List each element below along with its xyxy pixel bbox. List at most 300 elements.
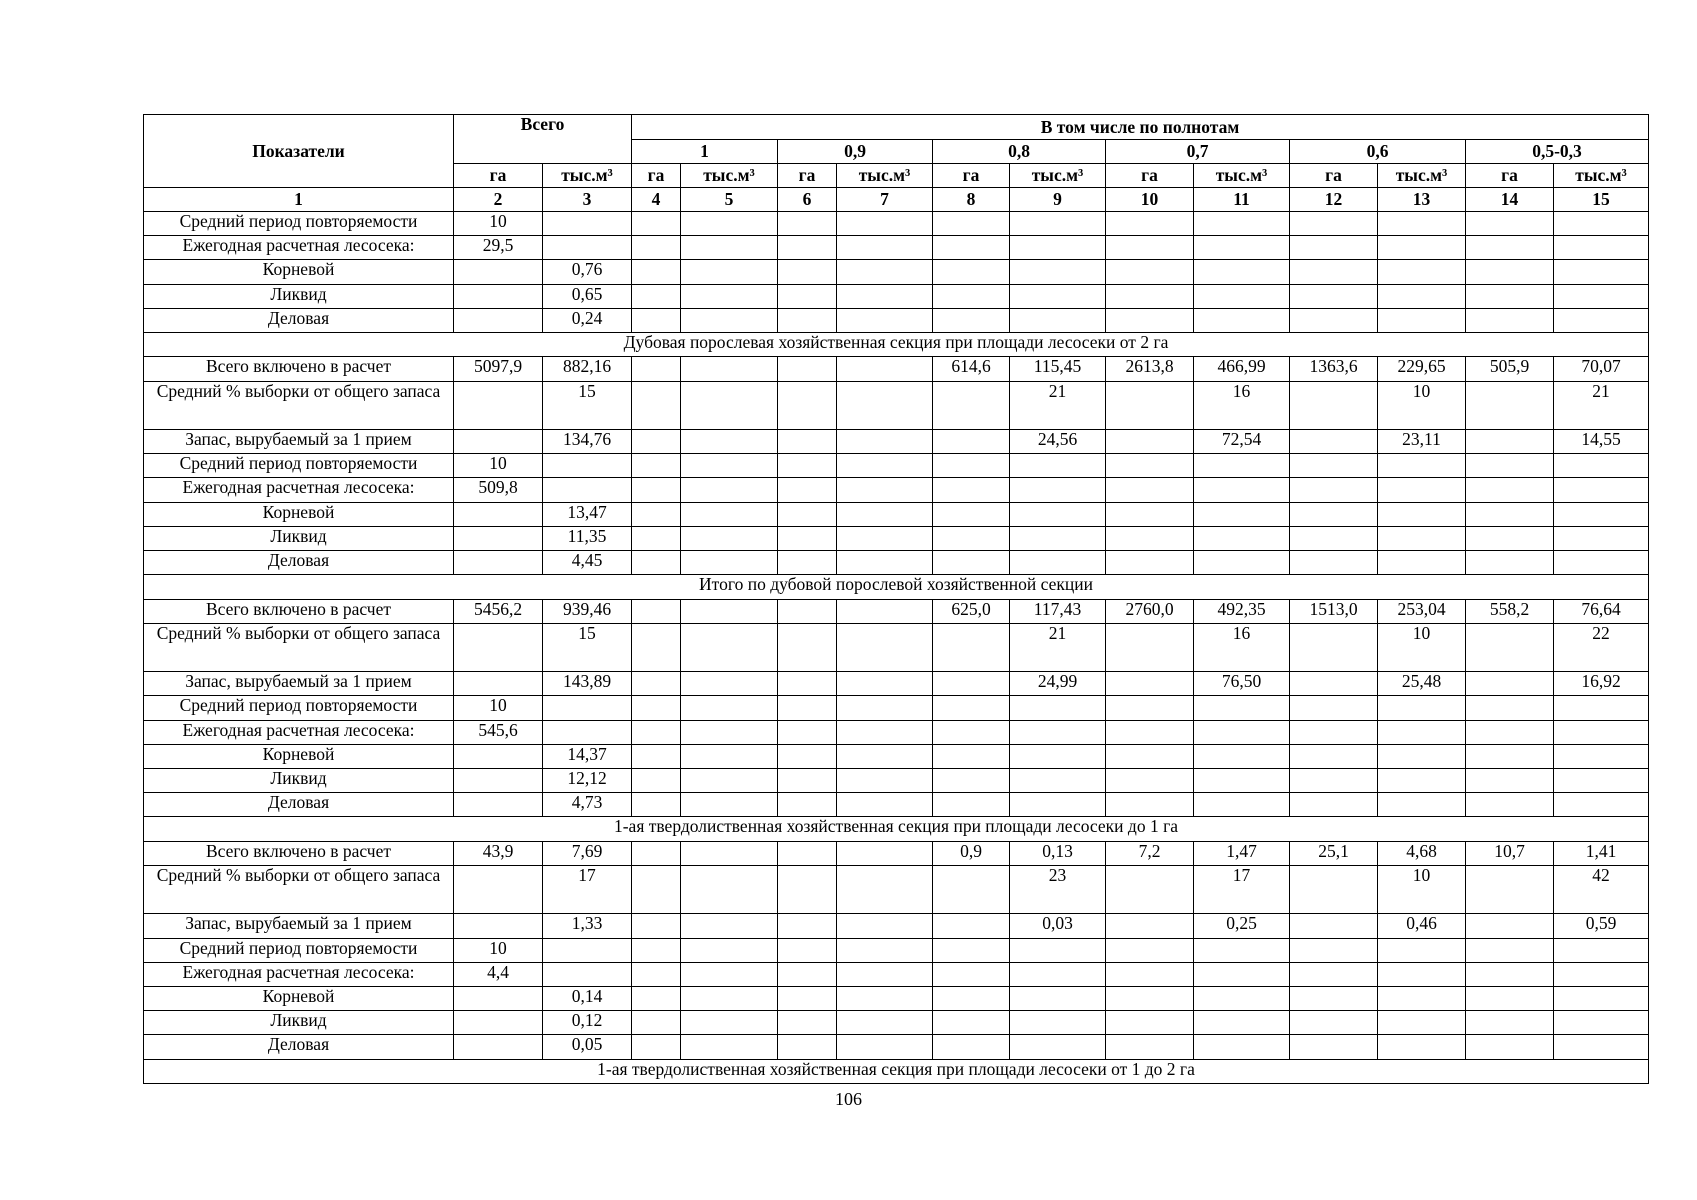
table-cell bbox=[632, 551, 681, 575]
table-row bbox=[144, 551, 1649, 575]
table-cell bbox=[933, 1035, 1010, 1059]
table-cell bbox=[681, 938, 778, 962]
table-cell bbox=[1106, 454, 1194, 478]
table-cell bbox=[778, 962, 837, 986]
table-row bbox=[144, 1035, 1649, 1059]
table-cell bbox=[632, 769, 681, 793]
table-cell bbox=[454, 987, 543, 1011]
row-label: Корневой bbox=[144, 987, 454, 1011]
forest-harvest-table bbox=[143, 114, 1649, 1084]
table-cell bbox=[632, 962, 681, 986]
row-label: Запас, вырубаемый за 1 прием bbox=[144, 914, 454, 938]
table-cell bbox=[454, 526, 543, 550]
header-indicators: Показатели bbox=[144, 115, 454, 188]
table-cell bbox=[632, 987, 681, 1011]
table-cell bbox=[778, 623, 837, 671]
table-cell: 4,73 bbox=[543, 793, 632, 817]
table-cell bbox=[1466, 962, 1554, 986]
table-cell bbox=[1106, 769, 1194, 793]
table-cell bbox=[778, 599, 837, 623]
section-title-row bbox=[144, 1059, 1649, 1083]
table-cell bbox=[1378, 478, 1466, 502]
table-cell bbox=[1194, 526, 1290, 550]
table-cell bbox=[1194, 720, 1290, 744]
table-cell: 0,05 bbox=[543, 1035, 632, 1059]
table-cell bbox=[1466, 454, 1554, 478]
row-label: Ликвид bbox=[144, 769, 454, 793]
table-row bbox=[144, 987, 1649, 1011]
table-row bbox=[144, 865, 1649, 913]
table-cell bbox=[1106, 260, 1194, 284]
table-cell bbox=[837, 793, 933, 817]
table-cell bbox=[632, 260, 681, 284]
table-cell bbox=[632, 526, 681, 550]
table-cell: 76,64 bbox=[1554, 599, 1649, 623]
table-cell: 5456,2 bbox=[454, 599, 543, 623]
table-cell bbox=[778, 478, 837, 502]
table-cell bbox=[1194, 236, 1290, 260]
table-cell bbox=[1290, 672, 1378, 696]
table-cell: 492,35 bbox=[1194, 599, 1290, 623]
table-cell: 509,8 bbox=[454, 478, 543, 502]
table-cell bbox=[778, 236, 837, 260]
table-cell bbox=[1194, 308, 1290, 332]
table-cell bbox=[837, 938, 933, 962]
table-cell bbox=[1554, 1035, 1649, 1059]
row-label: Всего включено в расчет bbox=[144, 841, 454, 865]
table-cell bbox=[1106, 381, 1194, 429]
table-cell bbox=[1554, 236, 1649, 260]
table-cell bbox=[1010, 212, 1106, 236]
table-cell bbox=[681, 962, 778, 986]
table-cell bbox=[632, 478, 681, 502]
table-cell bbox=[632, 744, 681, 768]
unit-ha-header: га bbox=[454, 164, 543, 188]
table-cell bbox=[681, 212, 778, 236]
table-cell bbox=[1554, 696, 1649, 720]
table-cell bbox=[1194, 551, 1290, 575]
table-cell bbox=[1194, 793, 1290, 817]
table-cell bbox=[1106, 1011, 1194, 1035]
table-row bbox=[144, 357, 1649, 381]
row-label: Ежегодная расчетная лесосека: bbox=[144, 720, 454, 744]
row-label: Средний период повторяемости bbox=[144, 696, 454, 720]
table-cell: 11,35 bbox=[543, 526, 632, 550]
table-cell bbox=[1290, 1011, 1378, 1035]
table-cell: 7,69 bbox=[543, 841, 632, 865]
table-cell bbox=[632, 623, 681, 671]
table-cell: 625,0 bbox=[933, 599, 1010, 623]
table-cell bbox=[778, 841, 837, 865]
header-density-0-7: 0,7 bbox=[1106, 140, 1290, 164]
row-label: Средний % выборки от общего запаса bbox=[144, 623, 454, 671]
unit-volume-header: тыс.м³ bbox=[1378, 164, 1466, 188]
row-label: Ежегодная расчетная лесосека: bbox=[144, 478, 454, 502]
table-cell: 4,4 bbox=[454, 962, 543, 986]
table-cell bbox=[1378, 284, 1466, 308]
table-cell bbox=[1010, 696, 1106, 720]
table-cell bbox=[632, 841, 681, 865]
row-label: Ежегодная расчетная лесосека: bbox=[144, 962, 454, 986]
unit-volume-header: тыс.м³ bbox=[837, 164, 933, 188]
table-cell bbox=[1290, 526, 1378, 550]
table-cell bbox=[933, 720, 1010, 744]
table-row bbox=[144, 284, 1649, 308]
table-cell bbox=[837, 502, 933, 526]
table-cell: 10 bbox=[1378, 381, 1466, 429]
table-cell bbox=[1106, 962, 1194, 986]
table-cell bbox=[1106, 478, 1194, 502]
table-cell bbox=[681, 502, 778, 526]
table-cell bbox=[1554, 744, 1649, 768]
table-cell bbox=[632, 793, 681, 817]
table-cell bbox=[933, 381, 1010, 429]
table-cell bbox=[632, 454, 681, 478]
table-cell bbox=[681, 284, 778, 308]
row-label: Средний период повторяемости bbox=[144, 212, 454, 236]
table-cell bbox=[933, 284, 1010, 308]
table-cell bbox=[933, 696, 1010, 720]
table-cell: 882,16 bbox=[543, 357, 632, 381]
table-cell bbox=[778, 429, 837, 453]
table-cell bbox=[837, 987, 933, 1011]
table-cell bbox=[1010, 284, 1106, 308]
table-cell bbox=[1554, 720, 1649, 744]
table-cell: 2613,8 bbox=[1106, 357, 1194, 381]
table-cell bbox=[1466, 793, 1554, 817]
table-cell bbox=[681, 1035, 778, 1059]
table-cell bbox=[543, 212, 632, 236]
table-cell bbox=[1290, 865, 1378, 913]
table-cell bbox=[1466, 623, 1554, 671]
table-cell bbox=[681, 720, 778, 744]
table-cell bbox=[778, 212, 837, 236]
table-cell bbox=[1466, 429, 1554, 453]
table-cell: 0,65 bbox=[543, 284, 632, 308]
table-cell bbox=[632, 502, 681, 526]
table-cell: 70,07 bbox=[1554, 357, 1649, 381]
table-cell: 1363,6 bbox=[1290, 357, 1378, 381]
table-cell bbox=[1554, 478, 1649, 502]
row-label: Ликвид bbox=[144, 526, 454, 550]
table-cell bbox=[778, 1035, 837, 1059]
table-cell bbox=[778, 696, 837, 720]
table-cell: 16 bbox=[1194, 623, 1290, 671]
table-cell bbox=[1106, 720, 1194, 744]
table-cell bbox=[778, 987, 837, 1011]
table-cell: 0,13 bbox=[1010, 841, 1106, 865]
table-cell: 558,2 bbox=[1466, 599, 1554, 623]
table-cell: 4,45 bbox=[543, 551, 632, 575]
table-cell bbox=[543, 696, 632, 720]
table-cell bbox=[1290, 478, 1378, 502]
table-cell bbox=[837, 478, 933, 502]
unit-ha-header: га bbox=[1290, 164, 1378, 188]
column-number: 2 bbox=[454, 188, 543, 212]
row-label: Запас, вырубаемый за 1 прием bbox=[144, 429, 454, 453]
table-cell bbox=[1378, 502, 1466, 526]
table-cell bbox=[454, 865, 543, 913]
table-row bbox=[144, 720, 1649, 744]
unit-ha-header: га bbox=[632, 164, 681, 188]
table-cell bbox=[933, 938, 1010, 962]
table-cell: 76,50 bbox=[1194, 672, 1290, 696]
table-cell bbox=[1290, 308, 1378, 332]
table-cell bbox=[1466, 502, 1554, 526]
table-cell bbox=[837, 696, 933, 720]
row-label: Деловая bbox=[144, 551, 454, 575]
table-cell bbox=[1194, 284, 1290, 308]
table-cell bbox=[1554, 793, 1649, 817]
table-row bbox=[144, 236, 1649, 260]
table-cell bbox=[778, 672, 837, 696]
table-cell bbox=[837, 720, 933, 744]
table-cell bbox=[1106, 551, 1194, 575]
table-cell bbox=[1378, 744, 1466, 768]
table-cell bbox=[778, 381, 837, 429]
table-cell bbox=[933, 551, 1010, 575]
table-cell bbox=[1010, 478, 1106, 502]
table-cell bbox=[1378, 1035, 1466, 1059]
table-cell bbox=[1466, 212, 1554, 236]
table-cell bbox=[1106, 938, 1194, 962]
table-cell: 17 bbox=[1194, 865, 1290, 913]
table-cell bbox=[778, 865, 837, 913]
table-cell: 13,47 bbox=[543, 502, 632, 526]
table-cell: 14,55 bbox=[1554, 429, 1649, 453]
row-label: Деловая bbox=[144, 1035, 454, 1059]
column-number: 5 bbox=[681, 188, 778, 212]
unit-volume-header: тыс.м³ bbox=[1010, 164, 1106, 188]
table-cell bbox=[933, 236, 1010, 260]
table-cell bbox=[543, 962, 632, 986]
table-cell bbox=[1290, 454, 1378, 478]
table-cell bbox=[1010, 1035, 1106, 1059]
section-title: 1-ая твердолиственная хозяйственная секция при площади лесосеки от 1 до 2 га bbox=[144, 1059, 1649, 1083]
table-cell: 0,76 bbox=[543, 260, 632, 284]
column-number: 7 bbox=[837, 188, 933, 212]
table-cell bbox=[681, 744, 778, 768]
section-title: Дубовая порослевая хозяйственная секция при площади лесосеки от 2 га bbox=[144, 333, 1649, 357]
table-row bbox=[144, 308, 1649, 332]
table-cell bbox=[837, 357, 933, 381]
table-cell bbox=[837, 865, 933, 913]
table-cell bbox=[1378, 236, 1466, 260]
table-cell bbox=[1554, 551, 1649, 575]
table-cell bbox=[1466, 284, 1554, 308]
table-cell: 15 bbox=[543, 381, 632, 429]
table-cell bbox=[1010, 308, 1106, 332]
table-row bbox=[144, 696, 1649, 720]
table-cell bbox=[632, 720, 681, 744]
table-cell bbox=[1554, 526, 1649, 550]
table-cell bbox=[1466, 987, 1554, 1011]
table-cell bbox=[454, 308, 543, 332]
header-by-density: В том числе по полнотам bbox=[632, 115, 1649, 140]
table-cell bbox=[1106, 429, 1194, 453]
table-cell bbox=[778, 793, 837, 817]
table-cell bbox=[454, 1011, 543, 1035]
table-cell bbox=[1010, 769, 1106, 793]
table-cell bbox=[1466, 381, 1554, 429]
table-cell: 0,03 bbox=[1010, 914, 1106, 938]
table-cell bbox=[1466, 478, 1554, 502]
column-number: 15 bbox=[1554, 188, 1649, 212]
table-cell bbox=[1466, 1011, 1554, 1035]
column-number: 4 bbox=[632, 188, 681, 212]
table-cell bbox=[1194, 212, 1290, 236]
header-density-0-6: 0,6 bbox=[1290, 140, 1466, 164]
table-cell bbox=[1106, 236, 1194, 260]
table-cell bbox=[1106, 987, 1194, 1011]
unit-ha-header: га bbox=[1466, 164, 1554, 188]
table-cell bbox=[837, 454, 933, 478]
table-cell: 16 bbox=[1194, 381, 1290, 429]
row-label: Корневой bbox=[144, 502, 454, 526]
table-row bbox=[144, 623, 1649, 671]
table-cell bbox=[1466, 865, 1554, 913]
table-cell bbox=[778, 357, 837, 381]
table-cell bbox=[632, 357, 681, 381]
table-cell bbox=[454, 429, 543, 453]
table-cell: 0,14 bbox=[543, 987, 632, 1011]
table-row bbox=[144, 938, 1649, 962]
table-cell bbox=[1010, 502, 1106, 526]
table-cell bbox=[681, 793, 778, 817]
table-cell bbox=[454, 672, 543, 696]
table-cell bbox=[837, 744, 933, 768]
table-cell bbox=[1466, 720, 1554, 744]
table-cell bbox=[1466, 526, 1554, 550]
table-cell bbox=[1554, 454, 1649, 478]
section-title-row bbox=[144, 575, 1649, 599]
table-cell bbox=[933, 478, 1010, 502]
table-cell bbox=[1194, 478, 1290, 502]
table-cell: 7,2 bbox=[1106, 841, 1194, 865]
table-cell bbox=[632, 308, 681, 332]
table-cell bbox=[1466, 672, 1554, 696]
table-cell: 42 bbox=[1554, 865, 1649, 913]
table-cell bbox=[1290, 1035, 1378, 1059]
table-cell bbox=[1554, 260, 1649, 284]
table-cell bbox=[837, 381, 933, 429]
table-cell: 72,54 bbox=[1194, 429, 1290, 453]
table-cell: 1,33 bbox=[543, 914, 632, 938]
table-cell bbox=[1466, 769, 1554, 793]
table-cell bbox=[1194, 744, 1290, 768]
table-cell bbox=[1466, 914, 1554, 938]
table-cell bbox=[1290, 502, 1378, 526]
table-row bbox=[144, 454, 1649, 478]
table-cell bbox=[778, 308, 837, 332]
header-density-0-5-0-3: 0,5-0,3 bbox=[1466, 140, 1649, 164]
table-cell bbox=[1554, 502, 1649, 526]
table-cell bbox=[1194, 454, 1290, 478]
table-cell bbox=[1010, 454, 1106, 478]
table-cell bbox=[933, 962, 1010, 986]
table-cell bbox=[632, 914, 681, 938]
table-cell bbox=[1010, 720, 1106, 744]
section-title: Итого по дубовой порослевой хозяйственной секции bbox=[144, 575, 1649, 599]
table-cell bbox=[1290, 260, 1378, 284]
table-cell bbox=[543, 938, 632, 962]
table-cell bbox=[1290, 962, 1378, 986]
table-cell bbox=[1466, 551, 1554, 575]
table-cell bbox=[1554, 212, 1649, 236]
table-cell bbox=[1010, 526, 1106, 550]
table-row bbox=[144, 478, 1649, 502]
table-cell bbox=[1010, 1011, 1106, 1035]
table-cell: 505,9 bbox=[1466, 357, 1554, 381]
table-cell: 115,45 bbox=[1010, 357, 1106, 381]
table-cell bbox=[1290, 623, 1378, 671]
row-label: Ликвид bbox=[144, 284, 454, 308]
table-cell bbox=[933, 672, 1010, 696]
table-cell: 43,9 bbox=[454, 841, 543, 865]
row-label: Средний % выборки от общего запаса bbox=[144, 865, 454, 913]
table-cell: 2760,0 bbox=[1106, 599, 1194, 623]
table-cell: 10,7 bbox=[1466, 841, 1554, 865]
table-cell bbox=[1194, 696, 1290, 720]
table-cell bbox=[933, 429, 1010, 453]
table-cell bbox=[681, 865, 778, 913]
table-cell bbox=[454, 284, 543, 308]
table-row bbox=[144, 212, 1649, 236]
table-cell: 0,59 bbox=[1554, 914, 1649, 938]
table-row bbox=[144, 793, 1649, 817]
table-cell: 21 bbox=[1010, 381, 1106, 429]
table-cell bbox=[632, 1011, 681, 1035]
table-cell: 134,76 bbox=[543, 429, 632, 453]
table-cell bbox=[933, 914, 1010, 938]
table-cell bbox=[681, 357, 778, 381]
table-cell: 4,68 bbox=[1378, 841, 1466, 865]
table-cell bbox=[933, 1011, 1010, 1035]
section-title: 1-ая твердолиственная хозяйственная секция при площади лесосеки до 1 га bbox=[144, 817, 1649, 841]
unit-volume-header: тыс.м³ bbox=[681, 164, 778, 188]
header-density-1: 1 bbox=[632, 140, 778, 164]
table-cell bbox=[454, 381, 543, 429]
table-cell bbox=[933, 502, 1010, 526]
table-cell bbox=[543, 720, 632, 744]
column-number: 10 bbox=[1106, 188, 1194, 212]
table-cell bbox=[454, 1035, 543, 1059]
table-cell: 17 bbox=[543, 865, 632, 913]
table-cell bbox=[1378, 526, 1466, 550]
table-cell bbox=[632, 429, 681, 453]
table-cell bbox=[1106, 526, 1194, 550]
table-cell: 10 bbox=[454, 938, 543, 962]
table-cell: 23 bbox=[1010, 865, 1106, 913]
table-cell: 15 bbox=[543, 623, 632, 671]
table-cell bbox=[1466, 696, 1554, 720]
header-density-0-9: 0,9 bbox=[778, 140, 933, 164]
table-cell: 1,47 bbox=[1194, 841, 1290, 865]
table-cell bbox=[837, 260, 933, 284]
table-cell bbox=[1290, 212, 1378, 236]
table-cell: 25,48 bbox=[1378, 672, 1466, 696]
table-cell bbox=[1010, 938, 1106, 962]
table-cell bbox=[778, 720, 837, 744]
table-cell bbox=[632, 381, 681, 429]
table-cell bbox=[837, 1011, 933, 1035]
unit-volume-header: тыс.м³ bbox=[543, 164, 632, 188]
table-cell bbox=[1378, 1011, 1466, 1035]
column-number: 8 bbox=[933, 188, 1010, 212]
row-label: Деловая bbox=[144, 793, 454, 817]
table-cell: 25,1 bbox=[1290, 841, 1378, 865]
section-title-row bbox=[144, 817, 1649, 841]
